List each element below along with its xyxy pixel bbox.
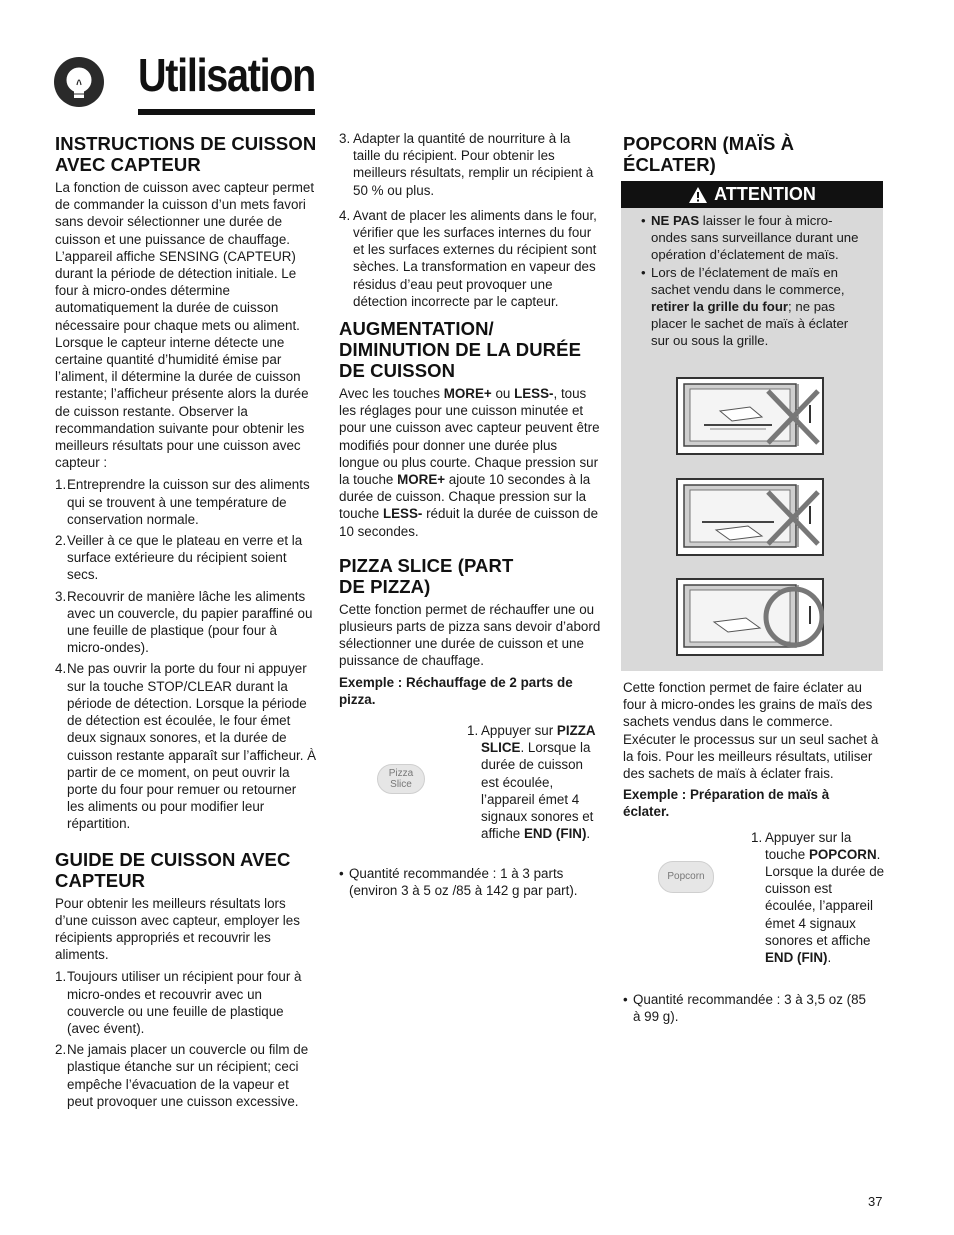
popcorn-quantity: • Quantité recommandée : 3 à 3,5 oz (85 à 99 g). xyxy=(623,991,873,1025)
section-title-sensor-instructions: INSTRUCTIONS DE CUISSON AVEC CAPTEUR xyxy=(55,133,317,175)
column-1 xyxy=(55,133,317,1114)
column-3 xyxy=(623,133,885,1028)
list-item: 4. Avant de placer les aliments dans le four, vérifier que les surfaces internes du four et les surfaces externes du récipient sont sèches. La transformation en vapeur des résidus d’eau peut provoquer une détection incorrecte par le capteur. xyxy=(339,207,597,309)
list-item: 2. Ne jamais placer un couvercle ou film de plastique étanche sur un récipient; ceci empêche l’évacuation de la vapeur et peut provoquer une cuisson excessive. xyxy=(55,1042,309,1109)
pizza-step-block xyxy=(339,722,601,872)
pizza-quantity: • Quantité recommandée : 1 à 3 parts (environ 3 à 5 oz /85 à 142 g par part). xyxy=(339,865,601,899)
page-number: 37 xyxy=(868,1194,883,1209)
section-title-more-less: AUGMENTATION/ DIMINUTION DE LA DURÉE DE CUISSON xyxy=(339,318,582,382)
pizza-example: Exemple : Réchauffage de 2 parts de pizza. xyxy=(339,674,573,707)
warning-icon xyxy=(688,186,708,204)
pizza-intro: Cette fonction permet de réchauffer une ou plusieurs parts de pizza sans devoir d’abord sélectionner une durée de cuisson et une puissance de chauffage. xyxy=(339,601,601,669)
page-title: Utilisation xyxy=(138,49,316,101)
header-icon xyxy=(52,55,106,109)
oven-rack-bottom-illustration xyxy=(676,478,824,556)
list-item: 3. Recouvrir de manière lâche les aliments avec un couvercle, du papier paraffiné ou une feuille de plastique (pour four à micro-ondes). xyxy=(55,588,313,656)
list-item: • NE PAS laisser le four à micro-ondes sans surveillance durant une opération d’éclatement de maïs. xyxy=(641,212,865,264)
attention-box xyxy=(621,181,883,671)
more-less-text: Avec les touches MORE+ ou LESS-, tous les réglages pour une cuisson minutée et pour une cuisson avec capteur peuvent être modifiés pour donner une durée plus longue ou plus courte. Chaque pression sur la touche MORE+ ajoute 10 secondes à la durée de cuisson. Chaque pression sur la touche LESS- réduit la durée de cuisson de 10 secondes. xyxy=(339,386,600,539)
list-item: 2. Veiller à ce que le plateau en verre et la surface extérieure du récipient soient secs. xyxy=(55,533,303,583)
popcorn-intro: Cette fonction permet de faire éclater au four à micro-ondes les grains de maïs des sachets vendus dans le commerce. Exécuter le processus sur un seul sachet à la fois. Pour les meilleurs résultats, utiliser des sachets de maïs à éclater frais. xyxy=(623,680,879,782)
list-item: 1. Toujours utiliser un récipient pour four à micro-ondes et recouvrir avec un couvercle ou une feuille de plastique (avec évent). xyxy=(55,969,302,1036)
section-title-popcorn: POPCORN (MAÏS À ÉCLATER) xyxy=(623,133,795,175)
popcorn-button[interactable]: Popcorn xyxy=(658,861,714,893)
guide-steps-continued xyxy=(339,130,601,310)
section-title-sensor-guide: GUIDE DE CUISSON AVEC CAPTEUR xyxy=(55,848,291,891)
guide-intro: Pour obtenir les meilleurs résultats lors d’une cuisson avec capteur, employer les récipients appropriés et recouvrir les aliments. xyxy=(55,895,300,963)
attention-header: ATTENTION xyxy=(621,181,883,208)
oven-rack-top-illustration xyxy=(676,377,824,455)
popcorn-step: 1. Appuyer sur la touche POPCORN. Lorsque la durée de cuisson est écoulée, l’appareil émet 4 signaux sonores et affiche END (FIN). xyxy=(751,829,885,966)
oven-correct-illustration xyxy=(676,578,824,656)
pizza-step: 1. Appuyer sur PIZZA SLICE. Lorsque la durée de cuisson est écoulée, l’appareil émet 4 signaux sonores et affiche END (FIN). xyxy=(467,723,596,842)
attention-list xyxy=(621,208,883,350)
popcorn-example: Exemple : Préparation de maïs à éclater. xyxy=(623,787,830,820)
popcorn-step-block xyxy=(623,829,885,979)
column-2 xyxy=(339,130,601,902)
sensor-steps xyxy=(55,476,317,832)
list-item: 3. Adapter la quantité de nourriture à la taille du récipient. Pour obtenir les meilleurs résultats, remplir un récipient à 50 % ou plus. xyxy=(339,131,594,198)
title-rule xyxy=(138,109,315,115)
sensor-intro: La fonction de cuisson avec capteur permet de commander la cuisson d’un mets favori sans devoir sélectionner une durée de cuisson et une puissance de chauffage. L’appareil affiche SENSING (CAPTEUR) durant la période de détection initiale. Le four à micro-ondes détermine automatiquement la durée de cuisson nécessaire pour chaque mets ou aliment. Lorsque le capteur interne détecte une certaine quantité d’humidité émise par l’aliment, il détermine la durée de cuisson restante; l’afficheur présente alors la durée de cuisson restante. Observer la recommandation suivante pour obtenir les meilleurs résultats pour une cuisson avec capteur : xyxy=(55,180,315,471)
list-item: 1. Entreprendre la cuisson sur des aliments qui se trouvent à une température de conservation normale. xyxy=(55,477,310,527)
guide-steps xyxy=(55,968,317,1110)
list-item: 4. Ne pas ouvrir la porte du four ni appuyer sur la touche STOP/CLEAR durant la période de détection. Lorsque la période de détection est écoulée, le four émet deux signaux sonores, et la durée de cuisson restante apparaît sur l’afficheur. À partir de ce moment, on peut ouvrir la porte du four pour remuer ou retourner les aliments ou pour modifier leur répartition. xyxy=(55,661,317,832)
list-item: • Lors de l’éclatement de maïs en sachet vendu dans le commerce, retirer la grille du four; ne pas placer le sachet de maïs à éclater sur ou sous la grille. xyxy=(641,264,865,350)
pizza-slice-button[interactable]: Pizza Slice xyxy=(377,764,425,794)
section-title-pizza: PIZZA SLICE (PART DE PIZZA) xyxy=(339,554,514,597)
